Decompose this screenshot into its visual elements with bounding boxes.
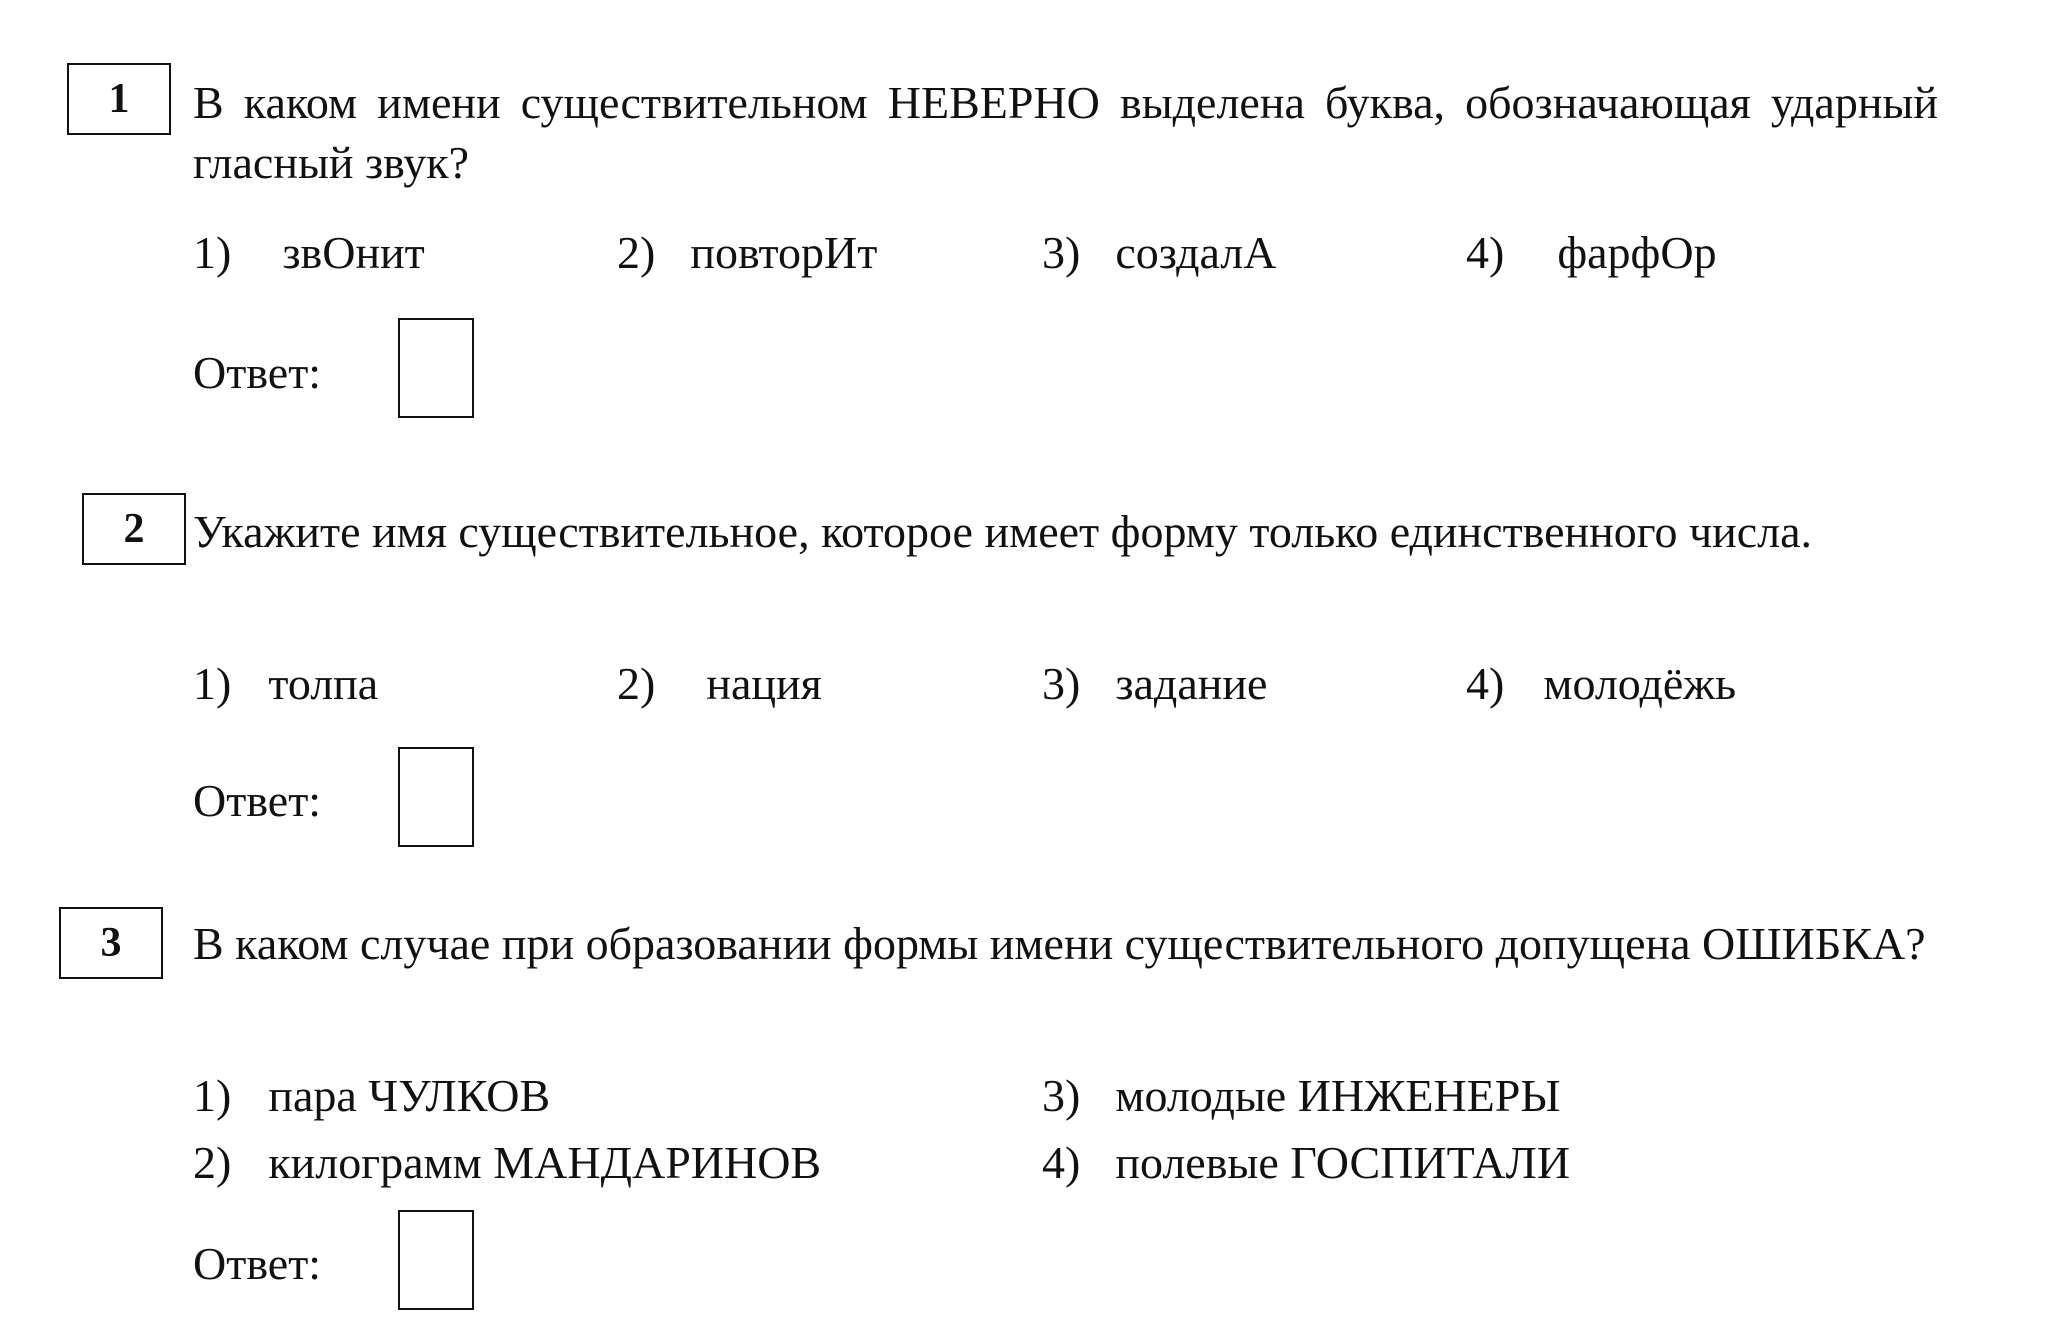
answer-label: Ответ: <box>193 775 322 826</box>
option-4 <box>1466 225 1717 281</box>
option-number: 1) <box>193 1070 232 1121</box>
option-1 <box>193 1068 550 1124</box>
option-text: фарфОр <box>1557 227 1717 278</box>
option-number: 2) <box>193 1137 232 1188</box>
option-number: 1) <box>193 227 232 278</box>
option-4 <box>1042 1135 1570 1191</box>
option-1 <box>193 225 425 281</box>
question-text: Укажите имя существительное, которое имеет форму только единственного числа. <box>193 506 1813 557</box>
option-3 <box>1042 225 1277 281</box>
answer-label: Ответ: <box>193 1238 322 1289</box>
option-text: нация <box>706 658 822 709</box>
option-number: 4) <box>1466 227 1505 278</box>
option-number: 2) <box>617 658 656 709</box>
answer-box[interactable] <box>398 747 474 847</box>
task-number-box: 2 <box>82 493 186 565</box>
answer-box[interactable] <box>398 1210 474 1310</box>
option-number: 1) <box>193 658 232 709</box>
option-number: 3) <box>1042 1070 1081 1121</box>
option-number: 3) <box>1042 658 1081 709</box>
option-text: толпа <box>268 658 379 709</box>
option-number: 3) <box>1042 227 1081 278</box>
option-text: задание <box>1115 658 1268 709</box>
option-text: молодые ИНЖЕНЕРЫ <box>1115 1070 1561 1121</box>
option-number: 4) <box>1466 658 1505 709</box>
option-text: пара ЧУЛКОВ <box>268 1070 551 1121</box>
question-text: В каком имени существительном НЕВЕРНО выделена буква, обозначающая ударный гласный звук? <box>193 77 1938 188</box>
option-number: 4) <box>1042 1137 1081 1188</box>
option-2 <box>193 1135 821 1191</box>
option-number: 2) <box>617 227 656 278</box>
task-number-box: 3 <box>59 907 163 979</box>
option-text: повторИт <box>690 227 878 278</box>
option-2 <box>617 225 877 281</box>
option-1 <box>193 656 378 712</box>
option-text: молодёжь <box>1543 658 1737 709</box>
option-text: килограмм МАНДАРИНОВ <box>268 1137 822 1188</box>
answer-label: Ответ: <box>193 347 322 398</box>
option-text: полевые ГОСПИТАЛИ <box>1115 1137 1571 1188</box>
option-2 <box>617 656 822 712</box>
option-text: создалА <box>1115 227 1277 278</box>
option-3 <box>1042 656 1267 712</box>
option-text: звОнит <box>282 227 425 278</box>
answer-box[interactable] <box>398 318 474 418</box>
question-text: В каком случае при образовании формы имени существительного допущена ОШИБКА? <box>193 918 1926 969</box>
task-number-box: 1 <box>67 63 171 135</box>
option-3 <box>1042 1068 1560 1124</box>
option-4 <box>1466 656 1736 712</box>
